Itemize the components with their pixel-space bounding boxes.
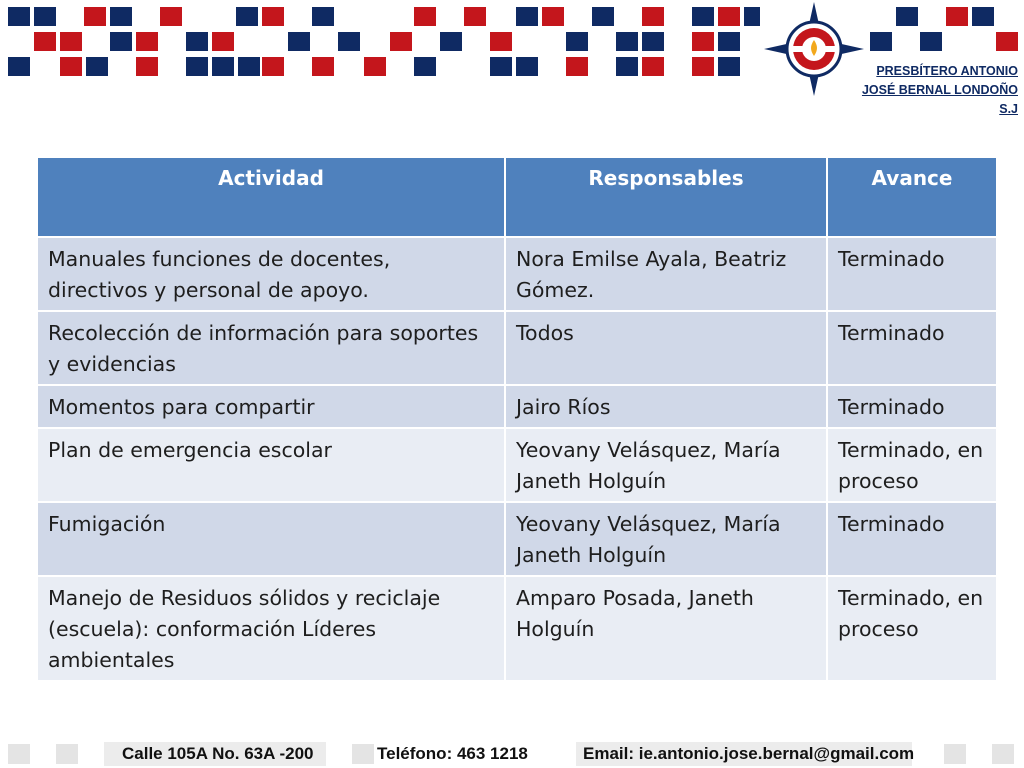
- table-row: [37, 311, 997, 385]
- pattern-square: [8, 57, 30, 76]
- footer-email: Email: ie.antonio.jose.bernal@gmail.com: [583, 744, 915, 763]
- cell-actividad: Recolección de información para soportes y evidencias: [37, 311, 505, 385]
- pattern-square: [440, 32, 462, 51]
- footer-deco-square: [944, 744, 966, 764]
- compass-star-emblem-icon: [760, 0, 868, 98]
- pattern-square: [110, 7, 132, 26]
- pattern-square: [390, 32, 412, 51]
- cell-avance: Terminado: [827, 311, 997, 385]
- pattern-square: [516, 7, 538, 26]
- pattern-square: [110, 32, 132, 51]
- pattern-square: [34, 7, 56, 26]
- pattern-square: [718, 57, 740, 76]
- pattern-square: [566, 32, 588, 51]
- footer-deco-square: [56, 744, 78, 764]
- cell-avance: Terminado: [827, 502, 997, 576]
- pattern-square: [718, 32, 740, 51]
- cell-responsables: Yeovany Velásquez, María Janeth Holguín: [505, 502, 827, 576]
- pattern-square: [616, 32, 638, 51]
- pattern-square: [34, 32, 56, 51]
- pattern-square: [136, 57, 158, 76]
- table-row: [37, 428, 997, 502]
- pattern-square: [84, 7, 106, 26]
- cell-actividad: Plan de emergencia escolar: [37, 428, 505, 502]
- pattern-square: [212, 57, 234, 76]
- pattern-square: [288, 32, 310, 51]
- pattern-square: [996, 32, 1018, 51]
- column-header-actividad: Actividad: [37, 157, 505, 237]
- pattern-square: [592, 7, 614, 26]
- pattern-square: [262, 57, 284, 76]
- school-name-line-1: PRESBÍTERO ANTONIO: [858, 62, 1018, 81]
- school-name: [858, 62, 1018, 119]
- pattern-square: [972, 7, 994, 26]
- pattern-square: [60, 32, 82, 51]
- footer-bar: [0, 738, 1024, 768]
- pattern-square: [642, 57, 664, 76]
- pattern-square: [414, 7, 436, 26]
- pattern-square: [464, 7, 486, 26]
- school-name-line-2: JOSÉ BERNAL LONDOÑO: [858, 81, 1018, 100]
- cell-responsables: Yeovany Velásquez, María Janeth Holguín: [505, 428, 827, 502]
- pattern-square: [186, 57, 208, 76]
- pattern-square: [212, 32, 234, 51]
- cell-responsables: Amparo Posada, Janeth Holguín: [505, 576, 827, 681]
- cell-actividad: Manejo de Residuos sólidos y reciclaje (escuela): conformación Líderes ambientales: [37, 576, 505, 681]
- pattern-square: [364, 57, 386, 76]
- footer-phone: Teléfono: 463 1218: [377, 744, 528, 763]
- column-header-responsables: Responsables: [505, 157, 827, 237]
- pattern-square: [718, 7, 740, 26]
- pattern-square: [896, 7, 918, 26]
- cell-responsables: Nora Emilse Ayala, Beatriz Gómez.: [505, 237, 827, 311]
- pattern-square: [8, 7, 30, 26]
- table-row: [37, 502, 997, 576]
- column-header-avance: Avance: [827, 157, 997, 237]
- pattern-square: [642, 7, 664, 26]
- pattern-square: [516, 57, 538, 76]
- pattern-square: [490, 32, 512, 51]
- footer-deco-square: [352, 744, 374, 764]
- school-logo: [760, 0, 868, 98]
- table-row: [37, 385, 997, 428]
- pattern-square: [616, 57, 638, 76]
- pattern-square: [920, 32, 942, 51]
- pattern-square: [86, 57, 108, 76]
- pattern-square: [692, 57, 714, 76]
- pattern-square: [542, 7, 564, 26]
- activities-table: [36, 156, 998, 682]
- cell-responsables: Todos: [505, 311, 827, 385]
- pattern-square: [136, 32, 158, 51]
- cell-avance: Terminado: [827, 385, 997, 428]
- pattern-square: [160, 7, 182, 26]
- footer-address: Calle 105A No. 63A -200: [122, 744, 314, 763]
- pattern-square: [870, 32, 892, 51]
- pattern-square: [946, 7, 968, 26]
- pattern-square: [566, 57, 588, 76]
- table-row: [37, 237, 997, 311]
- pattern-square: [312, 57, 334, 76]
- school-name-line-3: S.J: [858, 100, 1018, 119]
- cell-actividad: Manuales funciones de docentes, directivos y personal de apoyo.: [37, 237, 505, 311]
- cell-avance: Terminado, en proceso: [827, 576, 997, 681]
- pattern-square: [338, 32, 360, 51]
- footer-deco-square: [8, 744, 30, 764]
- pattern-square: [692, 32, 714, 51]
- footer-deco-square: [992, 744, 1014, 764]
- cell-actividad: Momentos para compartir: [37, 385, 505, 428]
- table-row: [37, 576, 997, 681]
- pattern-square: [236, 7, 258, 26]
- pattern-square: [490, 57, 512, 76]
- pattern-square: [642, 32, 664, 51]
- pattern-square: [238, 57, 260, 76]
- pattern-square: [60, 57, 82, 76]
- cell-responsables: Jairo Ríos: [505, 385, 827, 428]
- cell-actividad: Fumigación: [37, 502, 505, 576]
- pattern-square: [692, 7, 714, 26]
- pattern-square: [262, 7, 284, 26]
- pattern-square: [186, 32, 208, 51]
- pattern-square: [312, 7, 334, 26]
- cell-avance: Terminado: [827, 237, 997, 311]
- cell-avance: Terminado, en proceso: [827, 428, 997, 502]
- table-header-row: [37, 157, 997, 237]
- pattern-square: [414, 57, 436, 76]
